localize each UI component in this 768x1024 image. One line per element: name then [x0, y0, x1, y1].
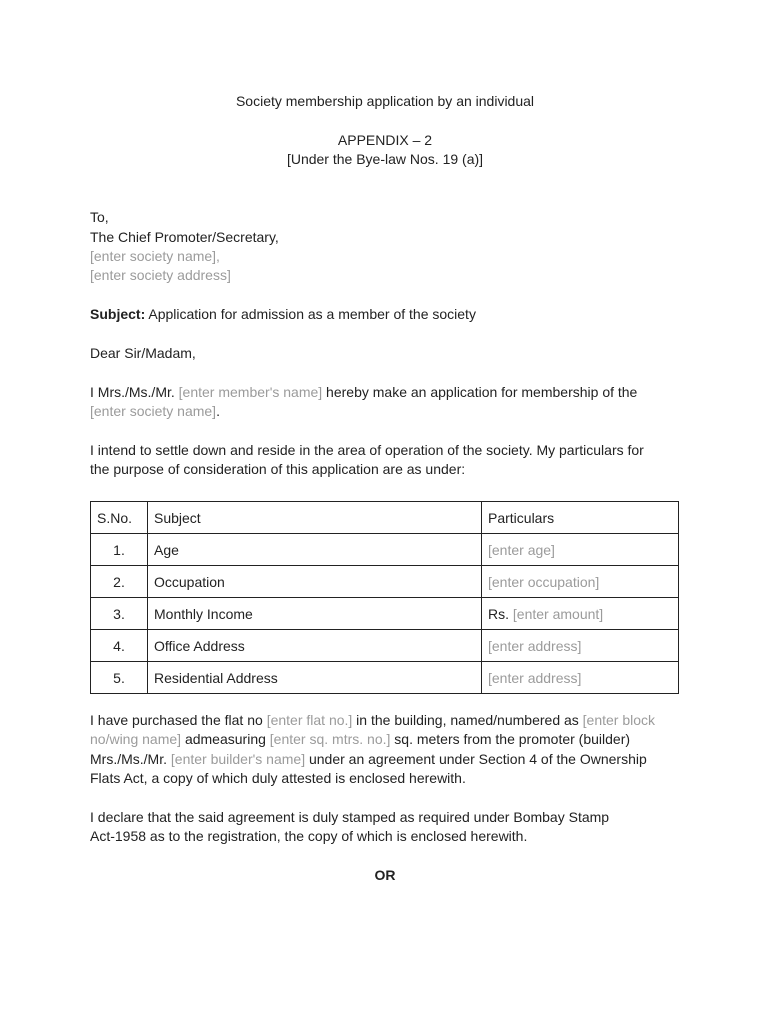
membership-end: .: [216, 403, 220, 419]
row-sno: 2.: [91, 566, 148, 598]
particulars-prefix: Rs.: [488, 605, 513, 622]
row-subject: Monthly Income: [148, 598, 482, 630]
member-prefix: I Mrs./Ms./Mr.: [90, 384, 179, 400]
society-name-placeholder: [enter society name],: [90, 248, 220, 264]
row-sno: 1.: [91, 534, 148, 566]
row-particulars: [482, 566, 679, 598]
column-header-particulars: Particulars: [482, 502, 679, 534]
society-address-placeholder: [enter society address]: [90, 267, 231, 283]
table-header-row: [91, 502, 679, 534]
intent-paragraph-line1: I intend to settle down and reside in the area of operation of the society. My particulars for: [90, 442, 644, 458]
bye-law-reference: [Under the Bye-law Nos. 19 (a)]: [286, 151, 484, 167]
flat-text-6: under an agreement under Section 4 of the Ownership: [305, 751, 647, 767]
flat-text-5: Mrs./Ms./Mr.: [90, 751, 171, 767]
column-header-subject: Subject: [148, 502, 482, 534]
row-particulars: [482, 630, 679, 662]
table-row: [91, 662, 679, 694]
table-row: [91, 630, 679, 662]
address-to: To,: [90, 209, 109, 225]
block-name-placeholder-part2: no/wing name]: [90, 731, 182, 747]
salutation: Dear Sir/Madam,: [90, 345, 196, 361]
row-particulars: [482, 662, 679, 694]
row-subject: Age: [148, 534, 482, 566]
flat-paragraph-line2: [90, 730, 630, 749]
row-sno: 3.: [91, 598, 148, 630]
document-title: Society membership application by an individual: [235, 93, 535, 109]
table-row: [91, 534, 679, 566]
flat-text-1: I have purchased the flat no: [90, 712, 267, 728]
flat-paragraph-line1: [90, 711, 655, 730]
sq-mtrs-placeholder: [enter sq. mtrs. no.]: [269, 731, 391, 747]
membership-paragraph-line1: [90, 383, 637, 402]
subject-text: Application for admission as a member of the society: [145, 306, 476, 322]
row-sno: 5.: [91, 662, 148, 694]
table-row: [91, 566, 679, 598]
membership-paragraph-line2: [90, 402, 220, 421]
appendix-heading: APPENDIX – 2: [337, 132, 433, 148]
column-header-sno: S.No.: [91, 502, 148, 534]
builder-name-placeholder: [enter builder's name]: [170, 751, 306, 767]
subject-label: Subject:: [90, 306, 146, 322]
row-subject: Occupation: [148, 566, 482, 598]
or-separator: OR: [374, 867, 396, 883]
particulars-placeholder: [enter occupation]: [488, 573, 600, 590]
row-subject: Residential Address: [148, 662, 482, 694]
flat-text-3: admeasuring: [181, 731, 270, 747]
intent-paragraph-line2: the purpose of consideration of this application are as under:: [90, 461, 466, 477]
flat-no-placeholder: [enter flat no.]: [266, 712, 353, 728]
flat-paragraph-line4: Flats Act, a copy of which duly attested is enclosed herewith.: [90, 770, 466, 786]
particulars-placeholder: [enter age]: [488, 541, 555, 558]
subject-line: [90, 305, 476, 324]
row-particulars: [482, 534, 679, 566]
particulars-placeholder: [enter address]: [488, 637, 582, 654]
membership-text: hereby make an application for membership of the: [322, 384, 638, 400]
flat-text-4: sq. meters from the promoter (builder): [390, 731, 631, 747]
particulars-placeholder: [enter address]: [488, 669, 582, 686]
declaration-line1: I declare that the said agreement is duly stamped as required under Bombay Stamp: [90, 809, 610, 825]
block-name-placeholder-part1: [enter block: [582, 712, 656, 728]
address-recipient: The Chief Promoter/Secretary,: [90, 229, 279, 245]
member-name-placeholder: [enter member's name]: [178, 384, 323, 400]
table-row: [91, 598, 679, 630]
particulars-placeholder: [enter amount]: [512, 605, 604, 622]
row-particulars: [482, 598, 679, 630]
flat-text-2: in the building, named/numbered as: [352, 712, 583, 728]
row-subject: Office Address: [148, 630, 482, 662]
row-sno: 4.: [91, 630, 148, 662]
declaration-line2: Act-1958 as to the registration, the copy of which is enclosed herewith.: [90, 828, 528, 844]
particulars-table: [90, 501, 679, 694]
flat-paragraph-line3: [90, 750, 647, 769]
society-name-placeholder-inline: [enter society name]: [90, 403, 217, 419]
